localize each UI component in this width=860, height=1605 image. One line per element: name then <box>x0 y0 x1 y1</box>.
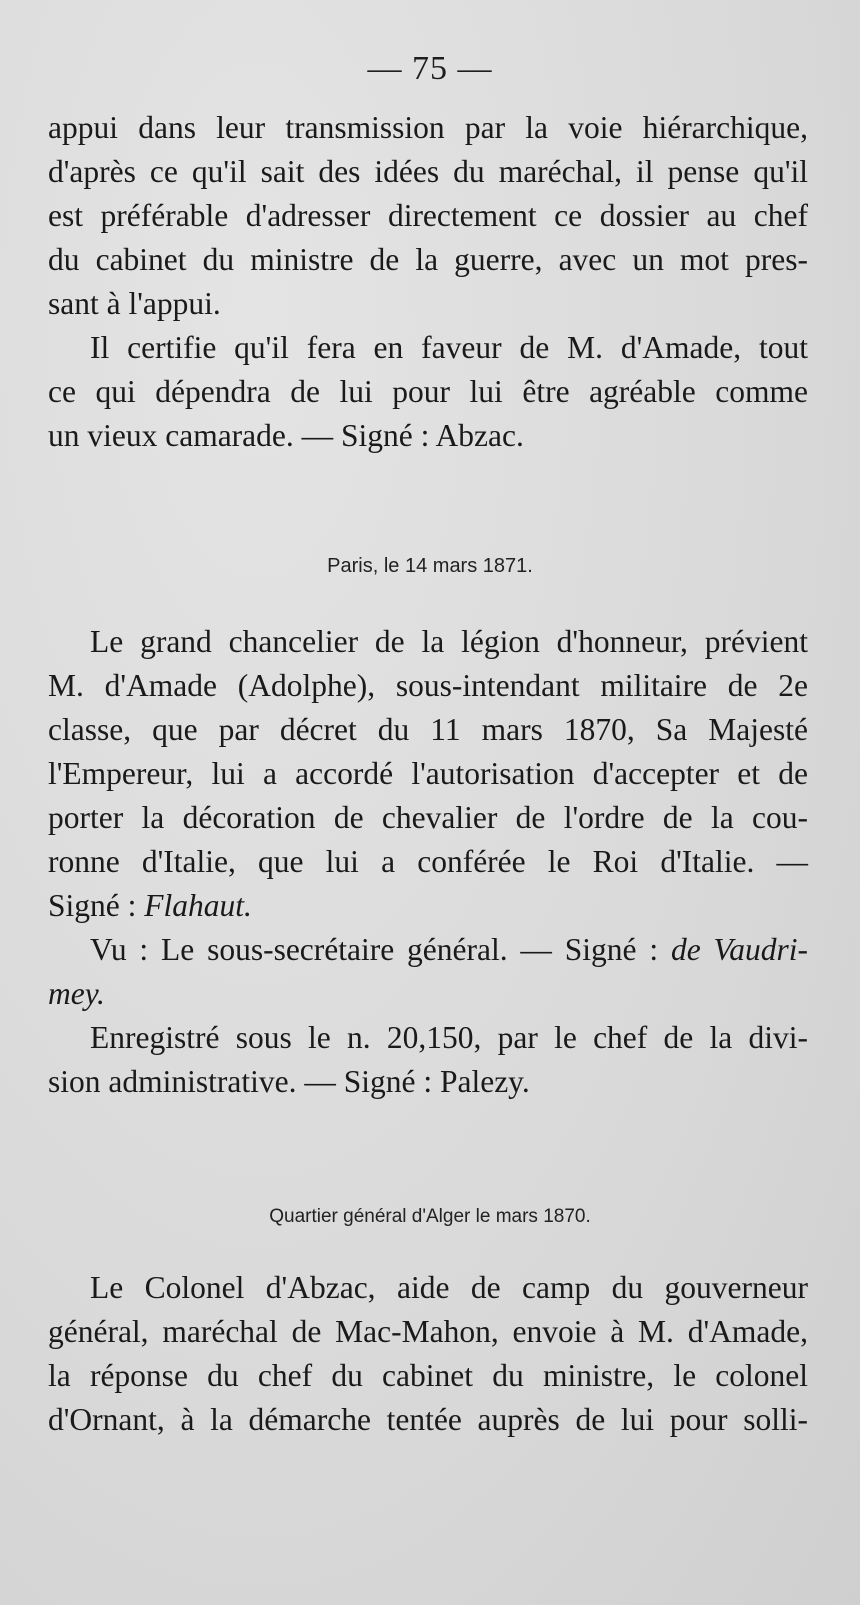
text-line: classe, que par décret du 11 mars 1870, Sa Majesté <box>48 712 808 747</box>
text-line: un vieux camarade. — Signé : Abzac. <box>48 418 524 453</box>
signature-flahaut: Flahaut. <box>144 888 252 923</box>
vu-prefix: Vu : Le sous-secrétaire général. — Signé : <box>90 932 671 967</box>
registered-line: sion administrative. — Signé : Palezy. <box>48 1064 530 1099</box>
signed-prefix: Signé : <box>48 888 145 923</box>
text-line: d'après ce qu'il sait des idées du maréchal, il pense qu'il <box>48 154 808 189</box>
vu-line <box>90 928 808 972</box>
page-number: — 75 — <box>367 50 493 87</box>
text-line: général, maréchal de Mac-Mahon, envoie à M. d'Amade, <box>48 1314 808 1349</box>
text-line: ce qui dépendra de lui pour lui être agréable comme <box>48 374 808 409</box>
text-line: d'Ornant, à la démarche tentée auprès de lui pour solli- <box>48 1402 808 1437</box>
dateline-paris: Paris, le 14 mars 1871. <box>327 555 533 577</box>
text-line: ronne d'Italie, que lui a conférée le Roi d'Italie. — <box>48 844 808 879</box>
signature-line <box>48 884 808 928</box>
text-line: M. d'Amade (Adolphe), sous-intendant militaire de 2e <box>48 668 808 703</box>
paragraph-start: Le grand chancelier de la légion d'honneur, prévient <box>90 624 808 659</box>
paragraph-start: Le Colonel d'Abzac, aide de camp du gouverneur <box>90 1270 808 1305</box>
text-line: sant à l'appui. <box>48 286 221 321</box>
text-line: appui dans leur transmission par la voie hiérarchique, <box>48 110 808 145</box>
text-line: l'Empereur, lui a accordé l'autorisation d'accepter et de <box>48 756 808 791</box>
text-line: du cabinet du ministre de la guerre, avec un mot pres- <box>48 242 808 277</box>
dateline-alger: Quartier général d'Alger le mars 1870. <box>269 1206 591 1227</box>
signature-vaudrimey-a: de Vaudri- <box>670 932 808 967</box>
vu-line-cont <box>48 972 808 1016</box>
registered-line: Enregistré sous le n. 20,150, par le chef de la divi- <box>90 1020 808 1055</box>
text-line: la réponse du chef du cabinet du ministre, le colonel <box>48 1358 808 1393</box>
signature-vaudrimey-b: mey. <box>48 976 105 1011</box>
text-line: est préférable d'adresser directement ce dossier au chef <box>48 198 808 233</box>
paragraph-start: Il certifie qu'il fera en faveur de M. d'Amade, tout <box>90 330 808 365</box>
text-line: porter la décoration de chevalier de l'ordre de la cou- <box>48 800 808 835</box>
